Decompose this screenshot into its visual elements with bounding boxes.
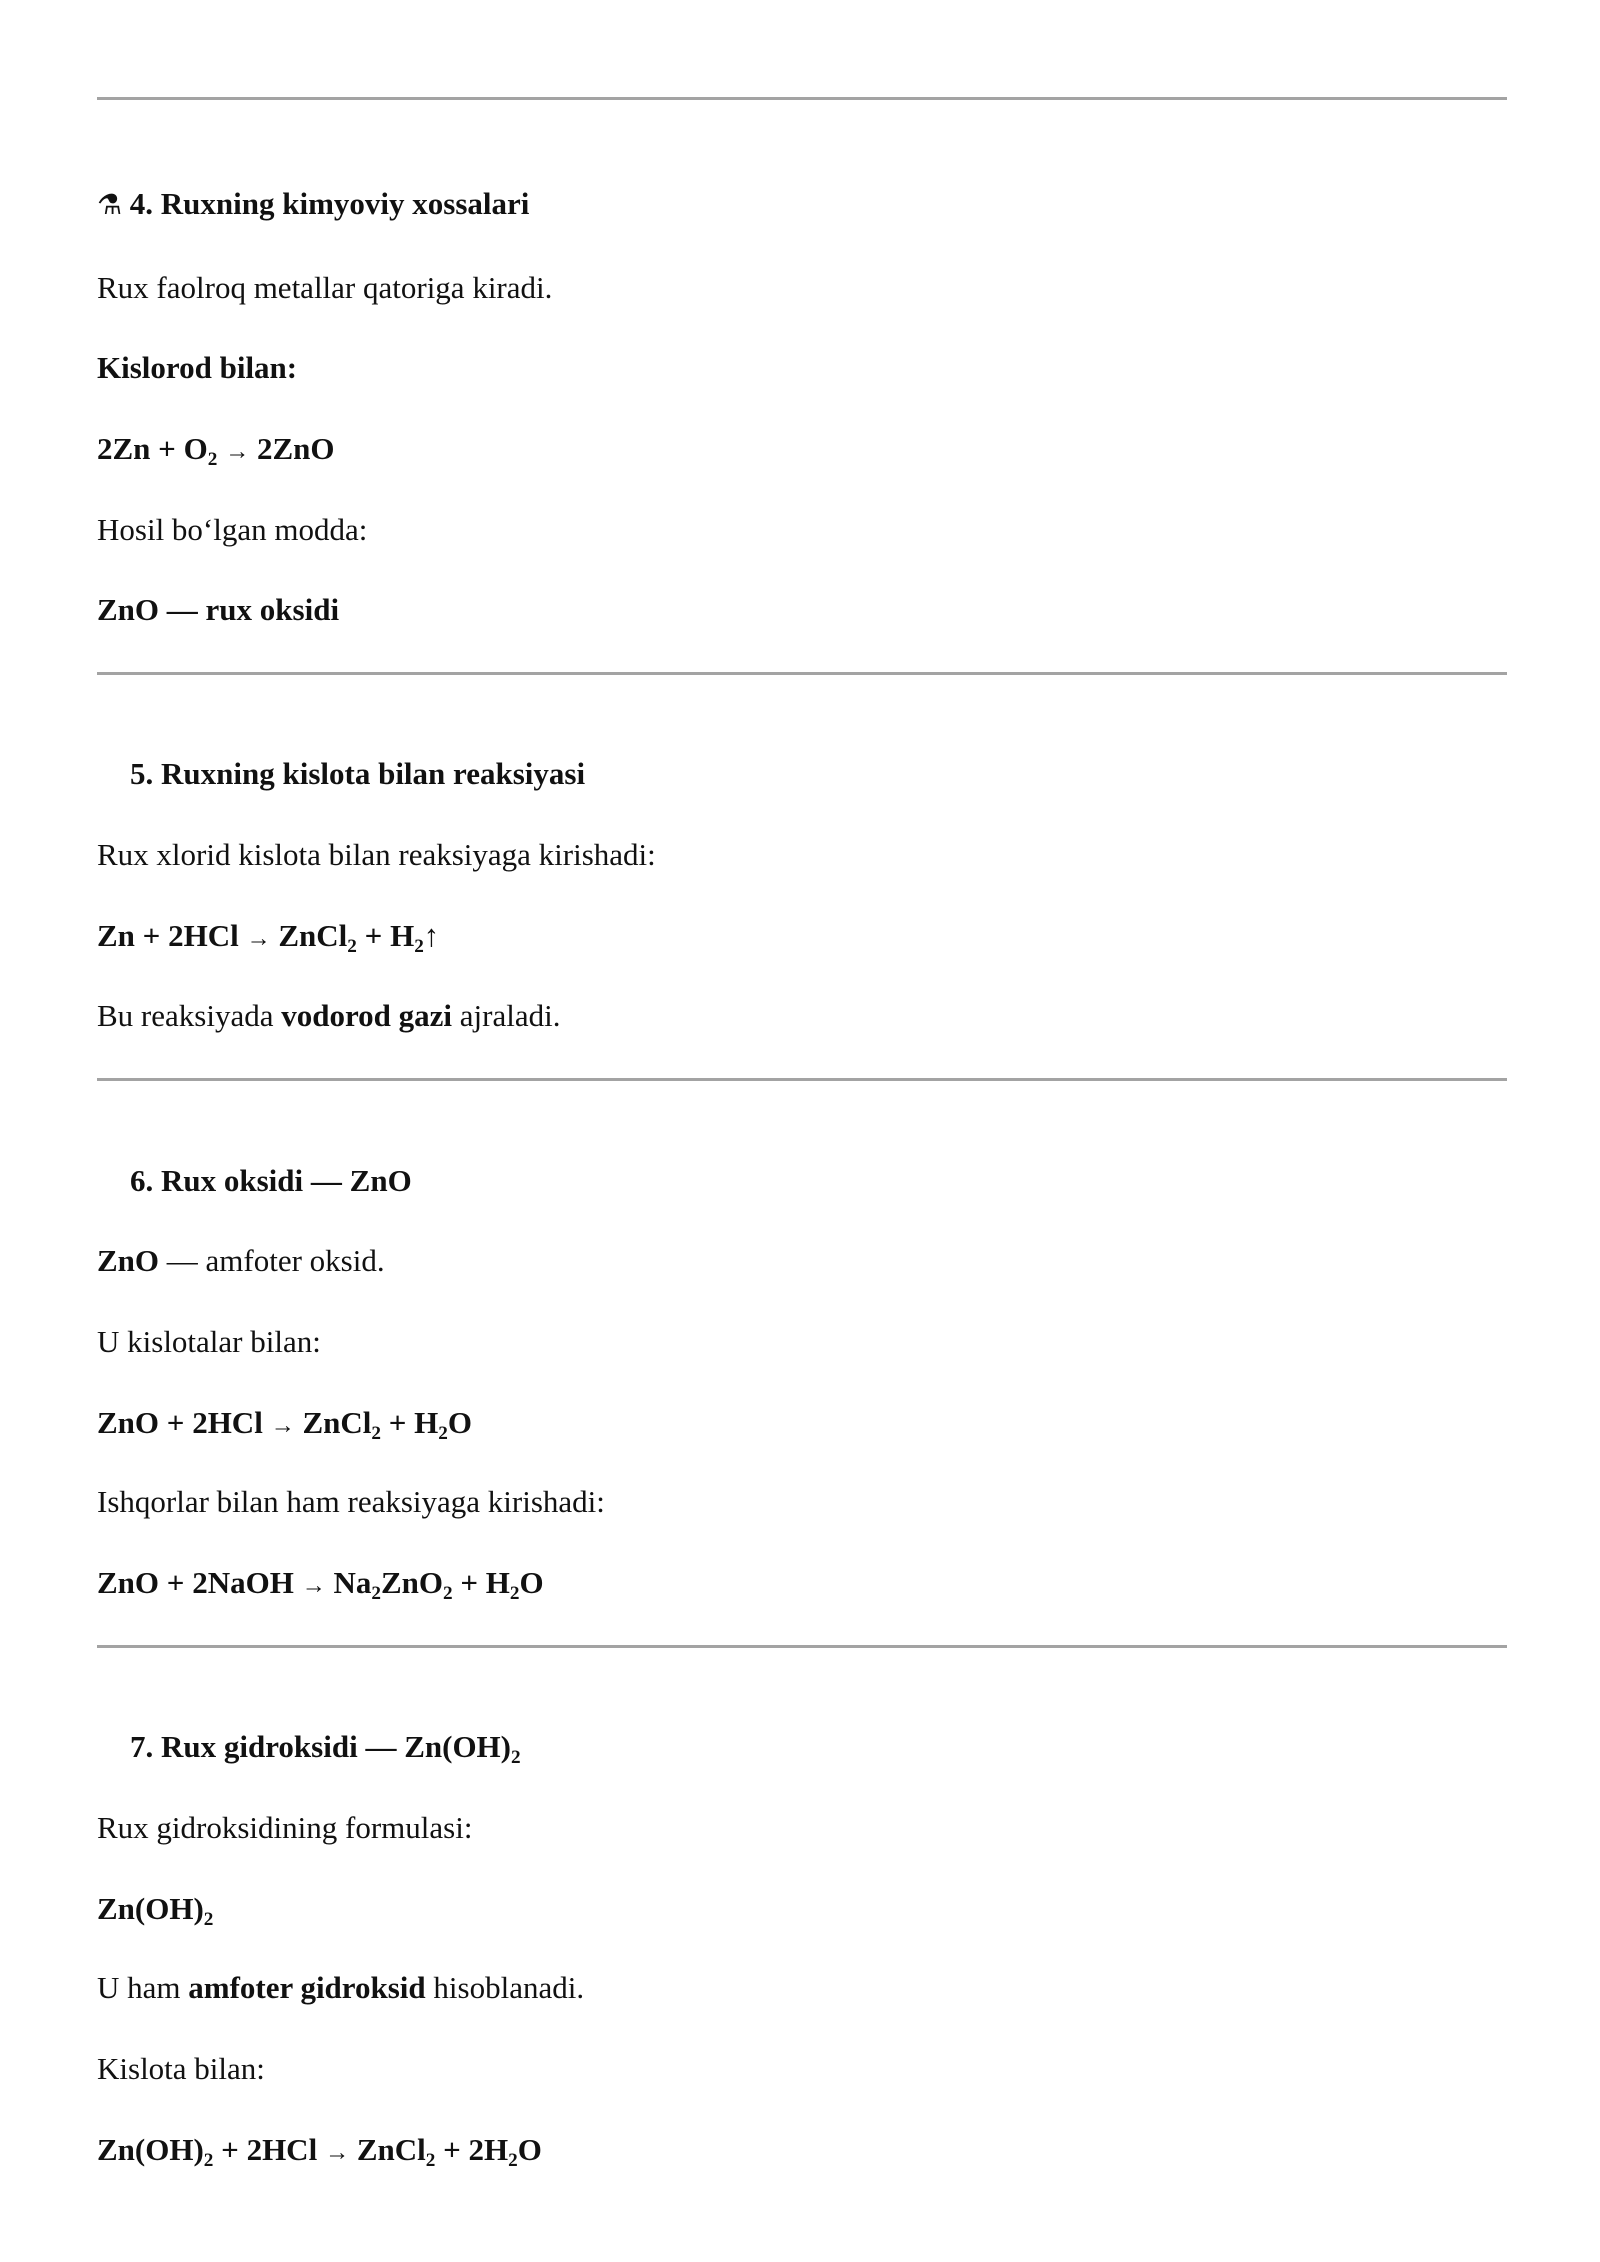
equation-part: O [519, 1565, 544, 1600]
section-4-heading [97, 182, 529, 227]
equation-part: ZnO + 2NaOH [97, 1565, 294, 1600]
equation-part: ZnO + 2HCl [97, 1405, 263, 1440]
section-6-heading: 6. Rux oksidi — ZnO [130, 1163, 412, 1198]
equation-part: + H [364, 918, 415, 953]
note-text: Bu reaksiyada [97, 998, 274, 1033]
subscript: 2 [203, 2149, 214, 2171]
section-7-title: 7. Rux gidroksidi — Zn(OH) [130, 1729, 511, 1764]
section-7-note [97, 1966, 584, 2010]
section-5-intro: Rux xlorid kislota bilan reaksiyaga kirishadi: [97, 837, 656, 872]
subscript: 2 [425, 2149, 436, 2171]
hydroxide-formula [97, 1887, 213, 1931]
note-text: hisoblanadi. [433, 1970, 585, 2005]
subscript: 2 [371, 1582, 381, 1604]
product-label: Hosil bo‘lgan modda: [97, 512, 368, 547]
equation-zno-naoh [97, 1561, 544, 1608]
acid-label: Kislota bilan: [97, 2051, 265, 2086]
subscript: 2 [203, 1908, 214, 1930]
subscript: 2 [207, 448, 218, 470]
equation-part: + 2H [443, 2132, 509, 2167]
section-divider [97, 1645, 1507, 1648]
equation-zinc-hcl [97, 914, 439, 961]
subscript: 2 [509, 1582, 520, 1604]
reaction-arrow: → [225, 438, 250, 465]
section-5-note [97, 994, 560, 1038]
subscript: 2 [347, 935, 357, 957]
subscript: 2 [414, 935, 424, 957]
note-emphasis: vodorod gazi [281, 998, 453, 1033]
section-6-definition [97, 1239, 385, 1283]
definition-term: ZnO [97, 1243, 160, 1278]
equation-part: Na [333, 1565, 372, 1600]
note-emphasis: amfoter gidroksid [188, 1970, 426, 2005]
reaction-arrow: → [324, 2139, 350, 2166]
equation-part: ZnCl [278, 918, 348, 953]
equation-part: + 2HCl [221, 2132, 318, 2167]
section-divider [97, 672, 1507, 675]
product-name: ZnO — rux oksidi [97, 592, 340, 627]
equation-part: 2Zn + O [97, 431, 208, 466]
oxygen-label: Kislorod bilan: [97, 350, 298, 385]
reaction-arrow: → [246, 925, 271, 952]
equation-part: 2ZnO [256, 431, 335, 466]
subscript: 2 [443, 1582, 453, 1604]
equation-part: + H [388, 1405, 439, 1440]
base-label: Ishqorlar bilan ham reaksiyaga kirishadi: [97, 1484, 605, 1519]
section-divider [97, 97, 1507, 100]
section-7-intro: Rux gidroksidining formulasi: [97, 1810, 473, 1845]
equation-part: Zn(OH) [97, 2132, 204, 2167]
formula-part: Zn(OH) [97, 1891, 204, 1926]
section-7-heading [130, 1725, 521, 1769]
section-4-intro: Rux faolroq metallar qatoriga kiradi. [97, 270, 553, 305]
subscript: 2 [371, 1422, 382, 1444]
alembic-icon: ⚗ [97, 188, 123, 221]
equation-part: ZnCl [302, 1405, 372, 1440]
subscript: 2 [438, 1422, 448, 1444]
equation-zinc-oxygen [97, 427, 335, 474]
equation-part: O [447, 1405, 473, 1440]
equation-part: ZnCl [356, 2132, 426, 2167]
acid-label: U kislotalar bilan: [97, 1324, 321, 1359]
definition-text: — amfoter oksid. [166, 1243, 385, 1278]
gas-arrow: ↑ [423, 918, 440, 953]
reaction-arrow: → [270, 1412, 295, 1439]
equation-part: Zn + 2HCl [97, 918, 239, 953]
section-5-heading: 5. Ruxning kislota bilan reaksiyasi [130, 756, 586, 791]
note-text: U ham [97, 1970, 181, 2005]
equation-part: ZnO [380, 1565, 444, 1600]
subscript: 2 [511, 1746, 521, 1768]
section-4-title: 4. Ruxning kimyoviy xossalari [129, 186, 530, 221]
equation-part: O [517, 2132, 542, 2167]
note-text: ajraladi. [459, 998, 561, 1033]
equation-zno-hcl [97, 1401, 472, 1448]
subscript: 2 [508, 2149, 518, 2171]
equation-part: + H [460, 1565, 510, 1600]
equation-hydroxide-hcl [97, 2128, 542, 2175]
reaction-arrow: → [301, 1572, 326, 1599]
section-divider [97, 1078, 1507, 1081]
